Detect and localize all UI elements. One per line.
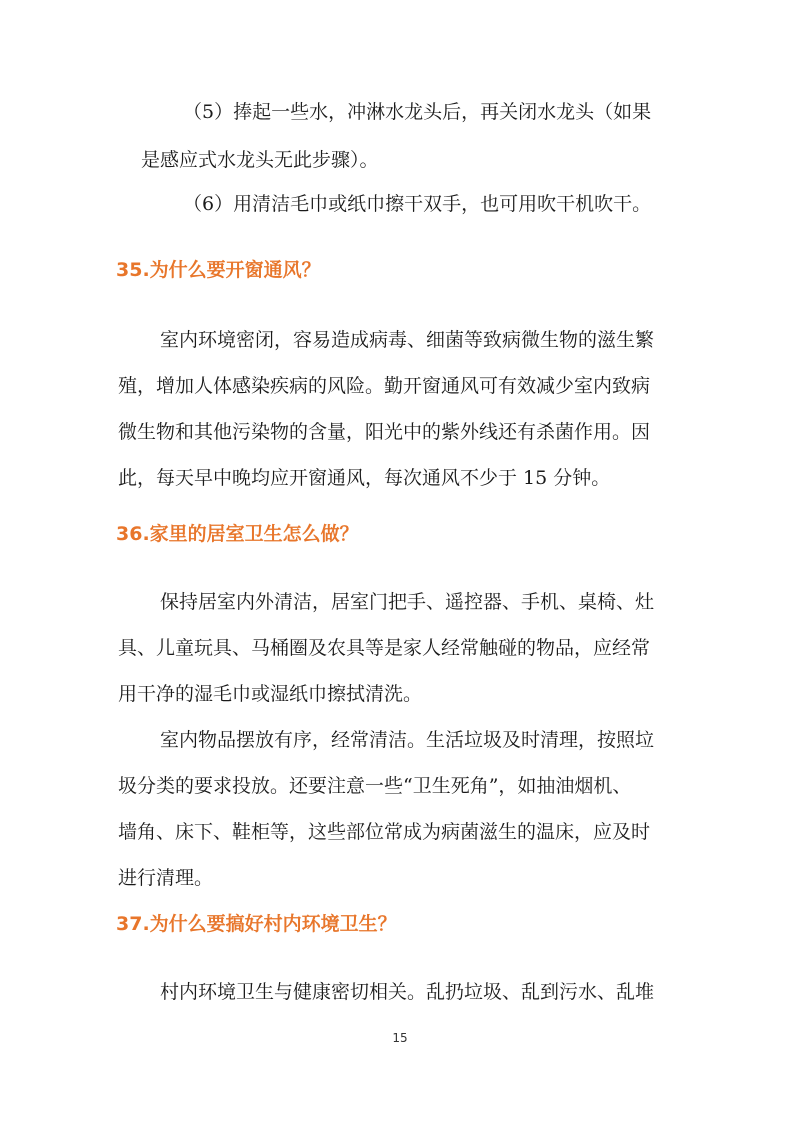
page-number: 15: [392, 1031, 408, 1045]
section-35-line: 微生物和其他污染物的含量，阳光中的紫外线还有杀菌作用。因: [118, 421, 651, 443]
section-37-heading: 37.为什么要搞好村内环境卫生？: [116, 913, 397, 935]
section-36-para2-line: 墙角、床下、鞋柜等，这些部位常成为病菌滋生的温床，应及时: [118, 821, 651, 843]
section-35-line: 此，每天早中晚均应开窗通风，每次通风不少于 15 分钟。: [118, 467, 611, 489]
section-36-heading: 36.家里的居室卫生怎么做？: [116, 523, 359, 545]
section-36-para2-line: 圾分类的要求投放。还要注意一些“卫生死角”，如抽油烟机、: [118, 775, 632, 797]
section-36-para2-line: 进行清理。: [118, 867, 214, 889]
section-35-line: 室内环境密闭，容易造成病毒、细菌等致病微生物的滋生繁: [160, 329, 655, 351]
step-5-line-1: （5）捧起一些水，冲淋水龙头后，再关闭水龙头（如果: [183, 101, 652, 123]
step-6-text: （6）用清洁毛巾或纸巾擦干双手，也可用吹干机吹干。: [183, 193, 652, 215]
section-36-para1-line: 具、儿童玩具、马桶圈及农具等是家人经常触碰的物品，应经常: [118, 637, 651, 659]
section-37-line: 村内环境卫生与健康密切相关。乱扔垃圾、乱到污水、乱堆: [160, 981, 655, 1003]
section-36-para1-line: 用干净的湿毛巾或湿纸巾擦拭清洗。: [118, 683, 423, 705]
section-35-line: 殖，增加人体感染疾病的风险。勤开窗通风可有效减少室内致病: [118, 375, 651, 397]
step-5-line-2: 是感应式水龙头无此步骤）。: [141, 149, 379, 171]
section-36-para2-line: 室内物品摆放有序，经常清洁。生活垃圾及时清理，按照垃: [160, 729, 655, 751]
section-35-heading: 35.为什么要开窗通风？: [116, 259, 321, 281]
section-36-para1-line: 保持居室内外清洁，居室门把手、遥控器、手机、桌椅、灶: [160, 591, 655, 613]
